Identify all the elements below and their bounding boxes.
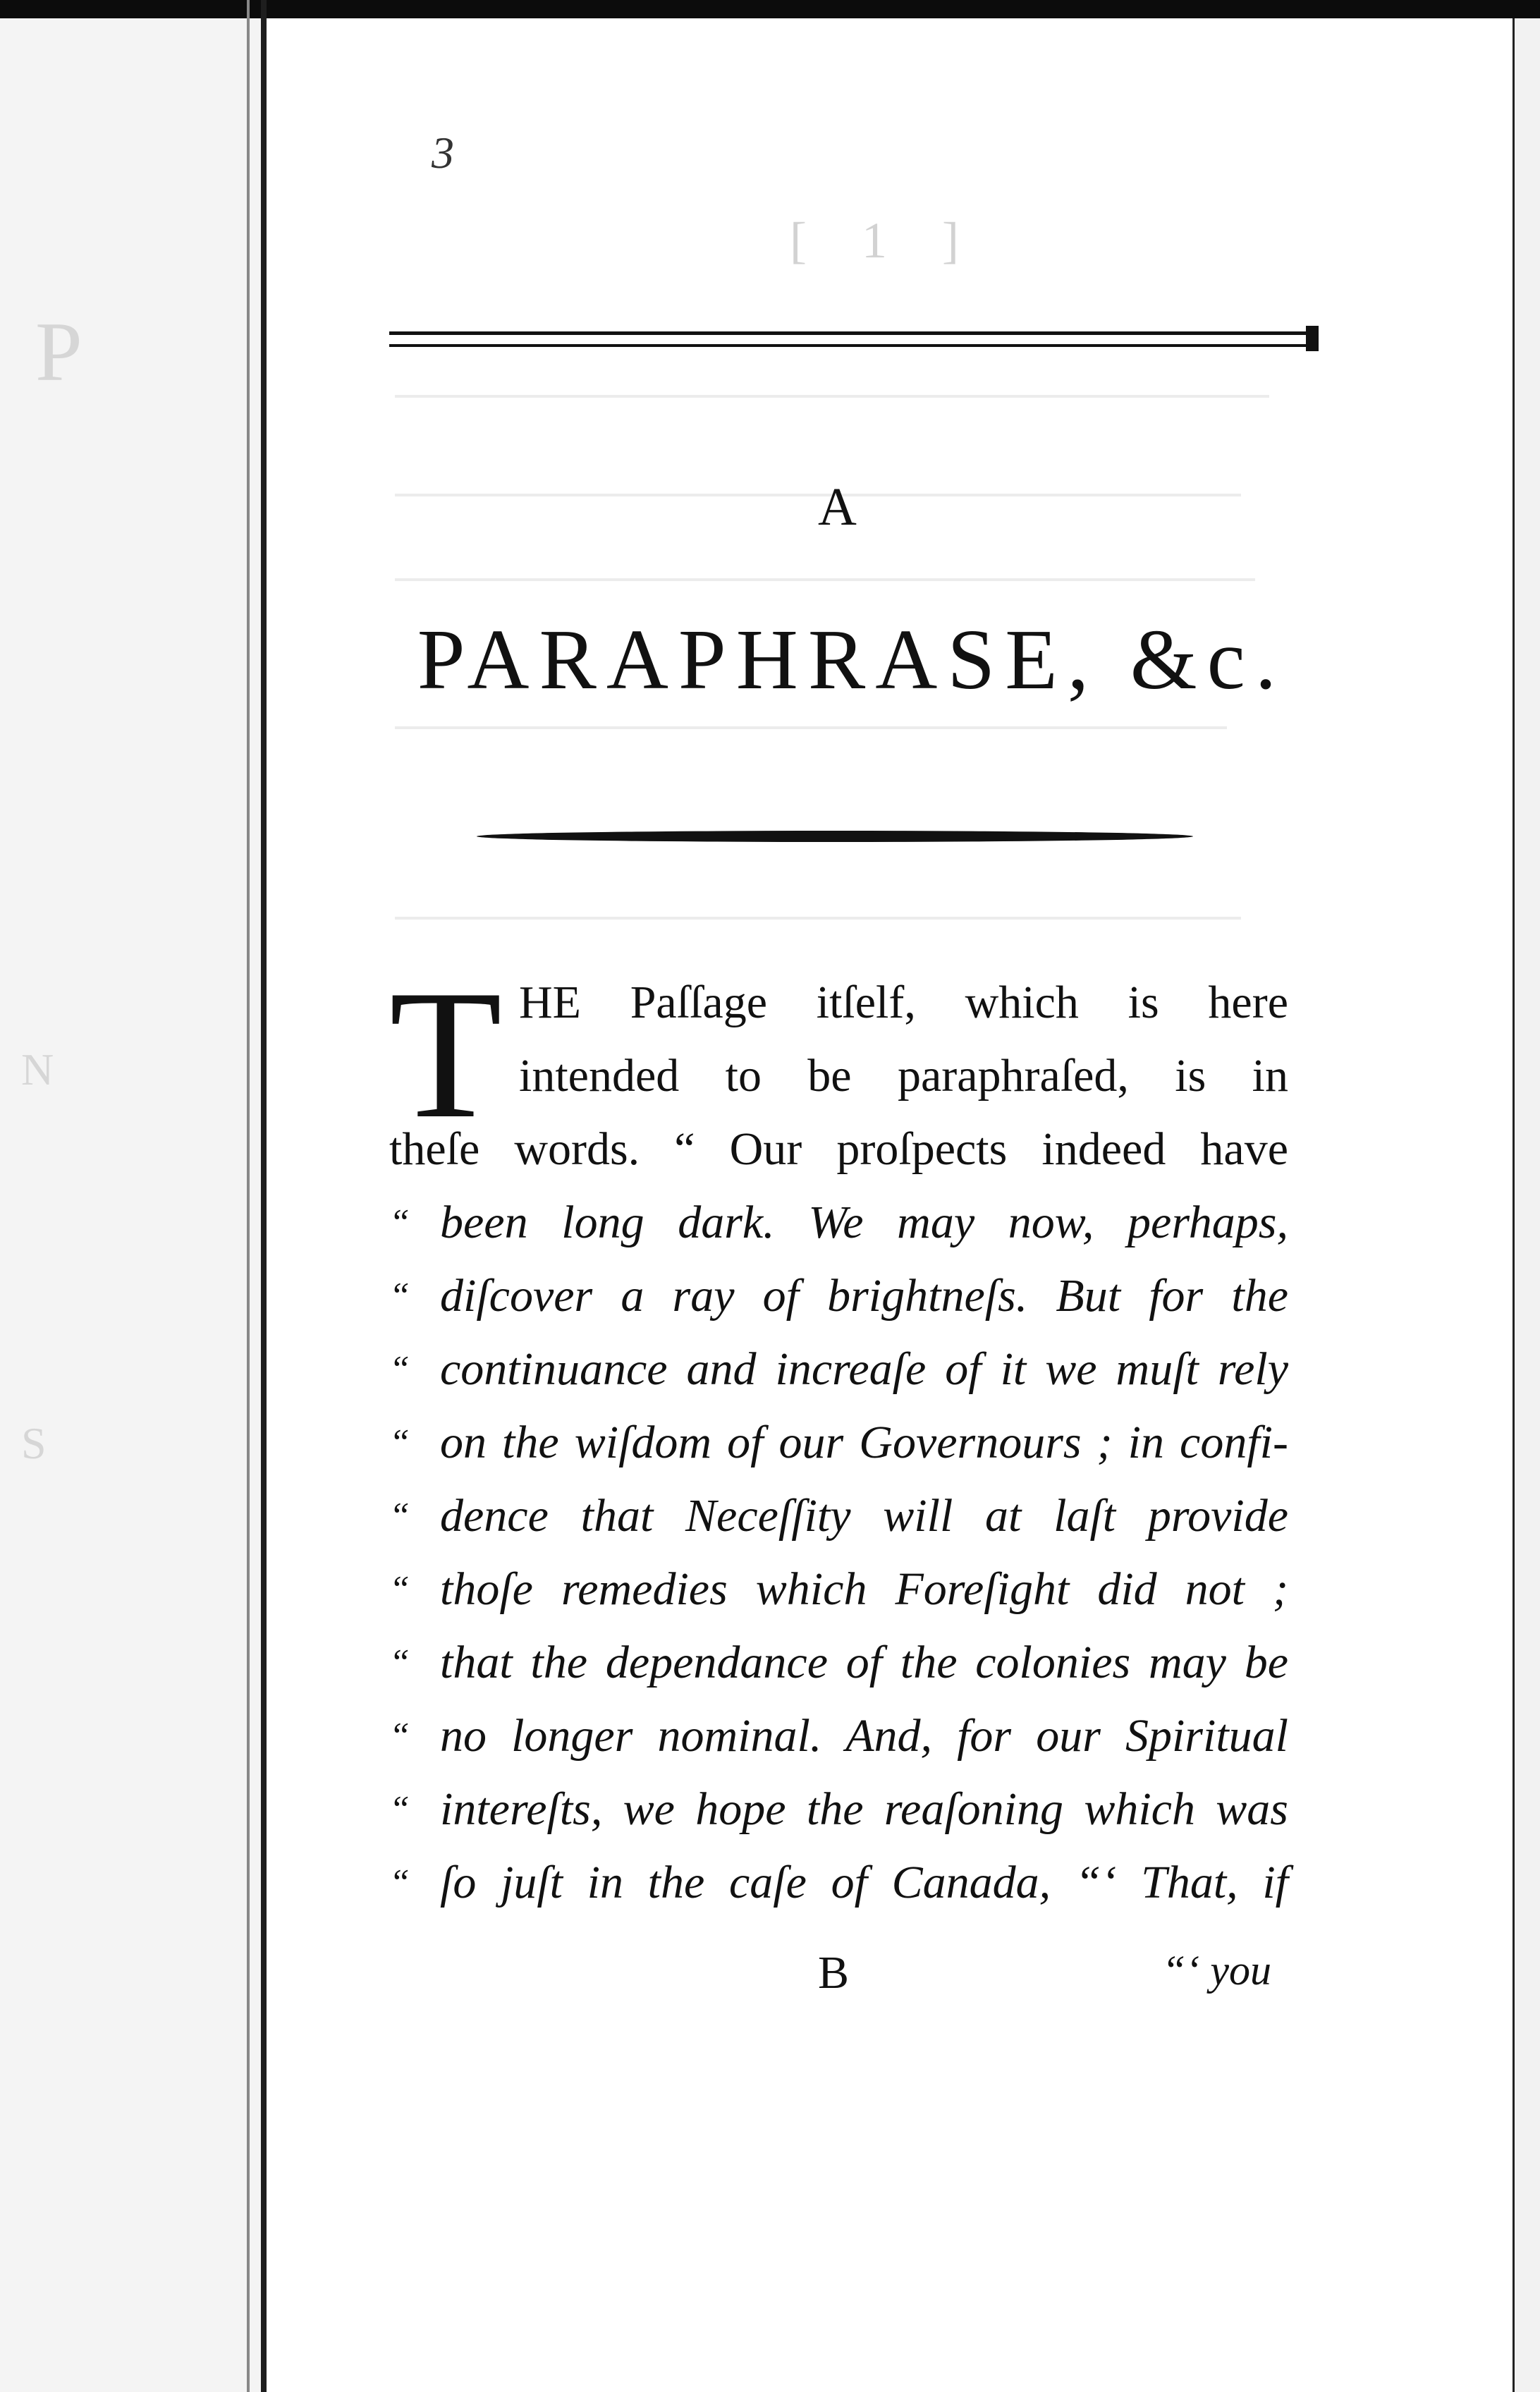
bleed-through-line [395, 917, 1241, 920]
binding-gutter [261, 0, 267, 2392]
rule-end-cap [1306, 326, 1319, 351]
quoted-line: “ thoſe remedies which Foreſight did not ; [389, 1553, 1288, 1626]
quote-mark: “ [389, 1202, 410, 1243]
quoted-line: “ diſcover a ray of brightneſs. But for the [389, 1259, 1288, 1333]
text-line: intended to be paraphraſed, is in [519, 1050, 1288, 1102]
folio-mark: 3 [432, 128, 454, 178]
body-text [389, 952, 1288, 1920]
tapered-rule [477, 831, 1193, 842]
quote-mark: “ [389, 1496, 410, 1536]
quoted-line: “ ſo juſt in the caſe of Canada, “‘ That, if [389, 1846, 1288, 1920]
quoted-line: “ no longer nominal. And, for our Spiritual [389, 1700, 1288, 1773]
quote-mark: “ [389, 1642, 410, 1683]
quoted-line: “ continuance and increaſe of it we muſt rely [389, 1333, 1288, 1406]
page-title: PARAPHRASE, &c. [417, 612, 1287, 707]
quote-mark: “ [389, 1862, 410, 1903]
text-line: HE Paſſage itſelf, which is here [519, 977, 1288, 1028]
bleed-through-glyph: N [21, 1044, 54, 1094]
quoted-line: “ that the dependance of the colonies may be [389, 1626, 1288, 1700]
text-line: theſe words. “ Our proſpects indeed have [389, 1123, 1288, 1175]
facing-page-fold [247, 0, 250, 2392]
quote-mark: “ [389, 1716, 410, 1756]
bleed-through-line [395, 726, 1227, 729]
quoted-line: “ intereſts, we hope the reaſoning which was [389, 1773, 1288, 1846]
next-page-edge [1512, 18, 1540, 2392]
quoted-line: “ been long dark. We may now, perhaps, [389, 1186, 1288, 1259]
heading-article: A [818, 477, 857, 537]
quote-mark: “ [389, 1569, 410, 1609]
scan-border-top [0, 0, 1540, 18]
ornamental-rule-top [389, 344, 1314, 347]
bleed-through-line [395, 578, 1255, 581]
drop-cap: T [389, 952, 503, 1157]
bleed-through-glyph: P [35, 305, 82, 398]
quote-mark: “ [389, 1349, 410, 1389]
bleed-through-glyph: S [21, 1418, 47, 1468]
signature-mark: B [818, 1947, 850, 1999]
quoted-line: “ dence that Neceſſity will at laſt provide [389, 1479, 1288, 1553]
quote-mark: “ [389, 1276, 410, 1316]
ghost-page-number: [ 1 ] [790, 212, 980, 269]
catchword: “‘ you [1162, 1947, 1271, 1994]
quoted-line: “ on the wiſdom of our Governours ; in confi- [389, 1406, 1288, 1479]
quote-mark: “ [389, 1789, 410, 1829]
bleed-through-line [395, 395, 1269, 398]
ornamental-rule-top [389, 331, 1314, 335]
quote-mark: “ [389, 1422, 410, 1463]
